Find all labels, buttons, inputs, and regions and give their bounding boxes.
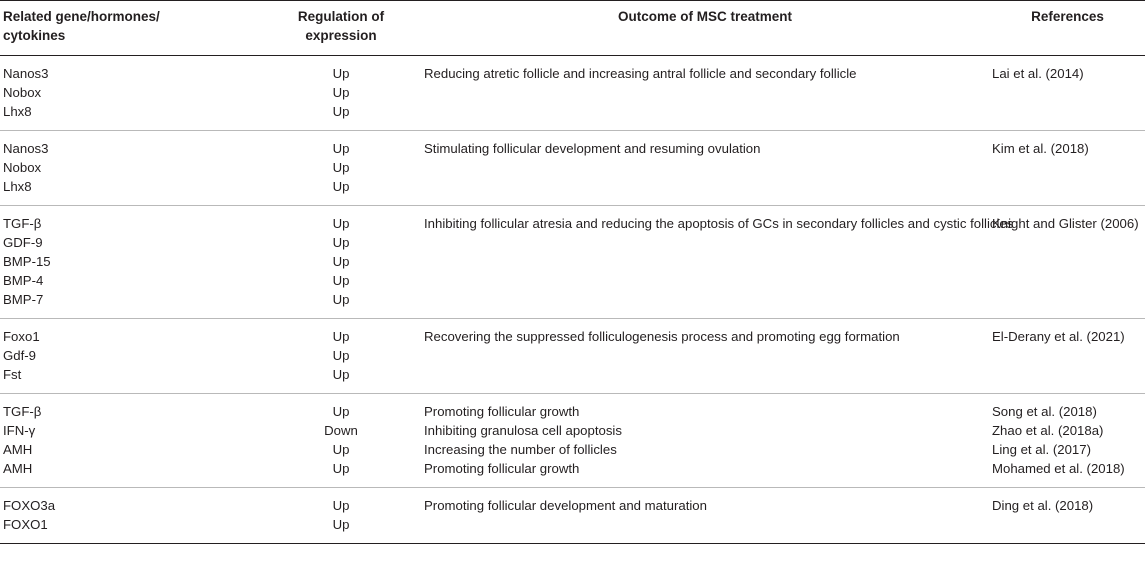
regulation-item: Up: [332, 216, 350, 232]
gene-item: IFN-γ: [3, 423, 36, 439]
outcome-item: Promoting follicular development and maturation: [424, 498, 707, 514]
cell-regulation: [262, 131, 420, 206]
regulation-item: Down: [324, 423, 358, 439]
table-row: [0, 488, 1145, 544]
column-header-regulation-line-1: Regulation of: [297, 9, 385, 24]
gene-item: Fst: [3, 367, 22, 383]
table-body: [0, 56, 1145, 544]
cell-references: [990, 56, 1145, 131]
gene-item: TGF-β: [3, 404, 42, 420]
outcome-item: Inhibiting follicular atresia and reducing the apoptosis of GCs in secondary follicles and cystic follicles: [424, 216, 1014, 232]
cell-regulation: [262, 319, 420, 394]
outcome-item: Recovering the suppressed folliculogenesis process and promoting egg formation: [424, 329, 900, 345]
column-header-outcome-line-1: Outcome of MSC treatment: [617, 9, 793, 24]
table-row: [0, 131, 1145, 206]
cell-outcome: [420, 488, 990, 544]
table-row: [0, 319, 1145, 394]
table-row: [0, 56, 1145, 131]
column-header-regulation-line-2: expression: [305, 27, 377, 43]
column-header-genes-line-1: Related gene/hormones/: [3, 9, 160, 24]
gene-item: Nobox: [3, 85, 42, 101]
reference-item: Zhao et al. (2018a): [992, 423, 1104, 439]
outcome-item: Promoting follicular growth: [424, 461, 580, 477]
gene-item: TGF-β: [3, 216, 42, 232]
reference-item: Ding et al. (2018): [992, 498, 1094, 514]
regulation-item: Up: [332, 141, 350, 157]
gene-item: Lhx8: [3, 179, 32, 195]
gene-item: Nobox: [3, 160, 42, 176]
gene-item: Gdf-9: [3, 348, 36, 364]
cell-references: [990, 488, 1145, 544]
regulation-item: Up: [332, 292, 350, 308]
gene-item: Nanos3: [3, 66, 49, 82]
outcome-item: Inhibiting granulosa cell apoptosis: [424, 423, 622, 439]
cell-regulation: [262, 206, 420, 319]
cell-outcome: [420, 319, 990, 394]
gene-item: GDF-9: [3, 235, 43, 251]
outcome-item: Promoting follicular growth: [424, 404, 580, 420]
regulation-item: Up: [332, 329, 350, 345]
cell-genes: [0, 56, 262, 131]
cell-outcome: [420, 56, 990, 131]
regulation-item: Up: [332, 235, 350, 251]
regulation-item: Up: [332, 273, 350, 289]
cell-genes: [0, 488, 262, 544]
column-header-genes-line-2: cytokines: [3, 27, 66, 43]
gene-item: BMP-15: [3, 254, 51, 270]
reference-item: Mohamed et al. (2018): [992, 461, 1125, 477]
gene-item: AMH: [3, 461, 33, 477]
cell-genes: [0, 206, 262, 319]
gene-item: FOXO3a: [3, 498, 56, 514]
table-header: [0, 1, 1145, 56]
regulation-item: Up: [332, 517, 350, 533]
cell-genes: [0, 319, 262, 394]
gene-item: FOXO1: [3, 517, 48, 533]
reference-item: Ling et al. (2017): [992, 442, 1091, 458]
cell-references: [990, 319, 1145, 394]
cell-outcome: [420, 131, 990, 206]
column-header-references-line-1: References: [1031, 9, 1104, 24]
regulation-item: Up: [332, 104, 350, 120]
cell-genes: [0, 394, 262, 488]
reference-item: Song et al. (2018): [992, 404, 1097, 420]
column-header-outcome: [420, 1, 990, 56]
column-header-references: [990, 1, 1145, 56]
regulation-item: Up: [332, 254, 350, 270]
regulation-item: Up: [332, 179, 350, 195]
regulation-item: Up: [332, 160, 350, 176]
column-header-genes: [0, 1, 262, 56]
cell-references: [990, 394, 1145, 488]
regulation-item: Up: [332, 498, 350, 514]
regulation-item: Up: [332, 442, 350, 458]
cell-outcome: [420, 206, 1014, 319]
table-row: [0, 394, 1145, 488]
outcome-item: Increasing the number of follicles: [424, 442, 617, 458]
table-header-row: [0, 1, 1145, 56]
regulation-item: Up: [332, 367, 350, 383]
cell-references: [990, 131, 1145, 206]
cell-references: [990, 206, 1145, 319]
cell-regulation: [262, 488, 420, 544]
cell-outcome: [420, 394, 990, 488]
table-row: [0, 206, 1145, 319]
regulation-item: Up: [332, 404, 350, 420]
regulation-item: Up: [332, 85, 350, 101]
cell-regulation: [262, 56, 420, 131]
gene-item: AMH: [3, 442, 33, 458]
gene-item: Lhx8: [3, 104, 32, 120]
gene-item: Foxo1: [3, 329, 40, 345]
outcome-item: Reducing atretic follicle and increasing antral follicle and secondary follicle: [424, 66, 857, 82]
regulation-item: Up: [332, 348, 350, 364]
gene-item: Nanos3: [3, 141, 49, 157]
reference-item: El-Derany et al. (2021): [992, 329, 1125, 345]
reference-item: Knight and Glister (2006): [992, 216, 1139, 232]
reference-item: Lai et al. (2014): [992, 66, 1084, 82]
reference-item: Kim et al. (2018): [992, 141, 1089, 157]
regulation-item: Up: [332, 66, 350, 82]
gene-item: BMP-4: [3, 273, 44, 289]
regulation-item: Up: [332, 461, 350, 477]
gene-item: BMP-7: [3, 292, 44, 308]
column-header-regulation: [262, 1, 420, 56]
outcome-item: Stimulating follicular development and resuming ovulation: [424, 141, 761, 157]
cell-regulation: [262, 394, 420, 488]
cell-genes: [0, 131, 262, 206]
